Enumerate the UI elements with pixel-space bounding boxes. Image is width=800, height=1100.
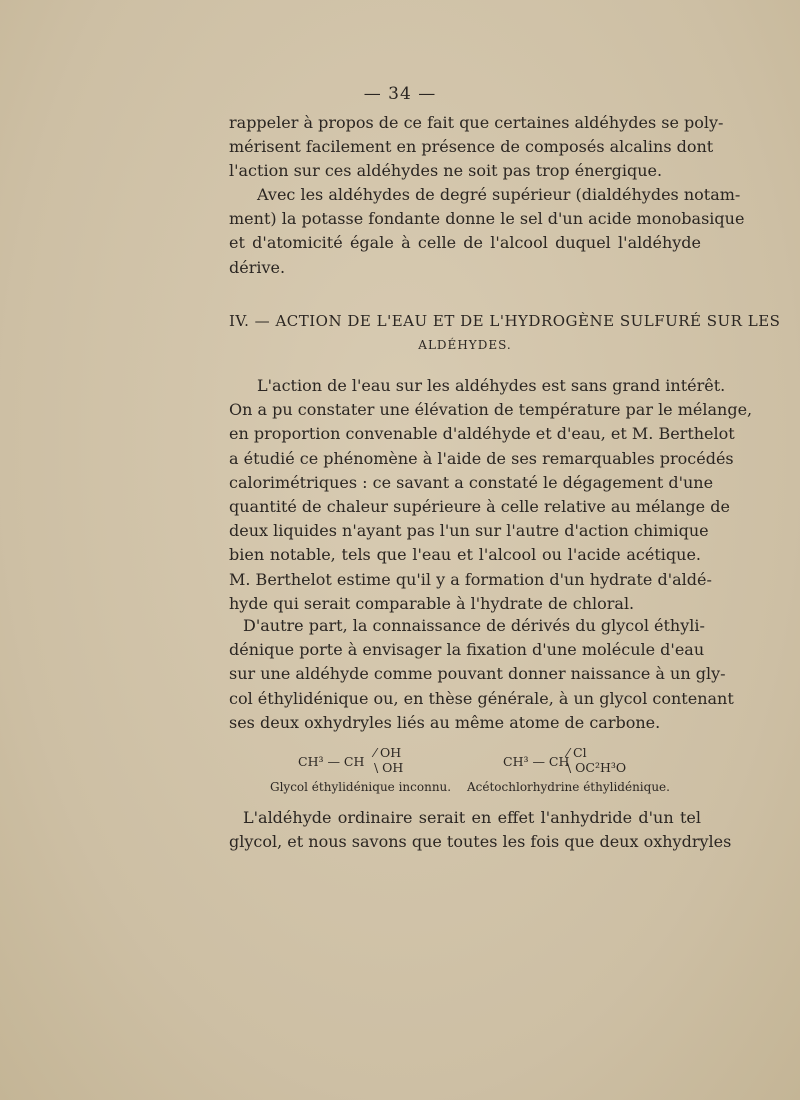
text-line: bien notable, tels que l'eau et l'alcool ou l'acide acétique.	[229, 545, 701, 565]
text-line: mérisent facilement en présence de composés alcalins dont	[229, 137, 714, 157]
page-number: — 34 —	[363, 84, 437, 104]
text-line: a étudié ce phénomène à l'aide de ses remarquables procédés	[229, 448, 734, 468]
text-line: hyde qui serait comparable à l'hydrate de chloral.	[229, 593, 635, 613]
heading-line-1: IV. — ACTION DE L'EAU ET DE L'HYDROGÈNE SULFURÉ SUR LES	[229, 312, 781, 330]
text-line: L'aldéhyde ordinaire serait en effet l'anhydride d'un tel	[243, 808, 701, 827]
formula-base: CH³ — CH	[503, 754, 570, 769]
text-line: deux liquides n'ayant pas l'un sur l'autre d'action chimique	[229, 521, 709, 541]
formula-branch-bottom: \ OC²H³O	[567, 760, 627, 775]
text-line: dénique porte à envisager la fixation d'une molécule d'eau	[229, 640, 705, 660]
paragraph-2	[229, 183, 745, 280]
paragraph-1	[229, 111, 724, 184]
section-heading	[229, 310, 781, 356]
text-line: ses deux oxhydryles liés au même atome de carbone.	[229, 712, 661, 732]
text-line: sur une aldéhyde comme pouvant donner naissance à un gly-	[229, 664, 726, 684]
text-line: ment) la potasse fondante donne le sel d'un acide monobasique	[229, 209, 745, 229]
text-line: On a pu constater une élévation de température par le mélange,	[229, 400, 753, 420]
formula-acetochlorhydrine	[503, 746, 673, 780]
text-line: quantité de chaleur supérieure à celle relative au mélange de	[229, 497, 730, 517]
text-line: et d'atomicité égale à celle de l'alcool duquel l'aldéhyde	[229, 233, 701, 253]
text-line: col éthylidénique ou, en thèse générale, à un glycol contenant	[229, 688, 734, 708]
paragraph-5	[229, 806, 732, 854]
text-line: D'autre part, la connaissance de dérivés du glycol éthyli-	[243, 616, 705, 635]
text-line: Avec les aldéhydes de degré supérieur (dialdéhydes notam-	[257, 185, 741, 204]
formula-branch-top: ⁄ Cl	[567, 745, 587, 760]
heading-line-2: ALDÉHYDES.	[418, 338, 512, 352]
text-line: en proportion convenable d'aldéhyde et d'eau, et M. Berthelot	[229, 424, 735, 444]
text-line: l'action sur ces aldéhydes ne soit pas trop énergique.	[229, 161, 663, 181]
formula-branch-top: ⁄ OH	[374, 745, 402, 760]
text-line: dérive.	[229, 257, 286, 277]
formula-branch-bottom: \ OH	[374, 760, 404, 775]
formula-caption: Acétochlorhydrine éthylidénique.	[467, 780, 670, 794]
text-line: rappeler à propos de ce fait que certaines aldéhydes se poly-	[229, 113, 724, 132]
text-line: calorimétriques : ce savant a constaté le dégagement d'une	[229, 472, 714, 492]
text-line: L'action de l'eau sur les aldéhydes est sans grand intérêt.	[257, 376, 726, 395]
text-line: glycol, et nous savons que toutes les fois que deux oxhydryles	[229, 832, 732, 852]
formula-base: CH³ — CH	[298, 754, 365, 769]
paragraph-3	[229, 374, 753, 616]
formula-glycol	[298, 746, 458, 780]
paragraph-4	[229, 614, 734, 735]
text-line: M. Berthelot estime qu'il y a formation d'un hydrate d'aldé-	[229, 569, 712, 589]
formula-caption: Glycol éthylidénique inconnu.	[270, 780, 452, 794]
